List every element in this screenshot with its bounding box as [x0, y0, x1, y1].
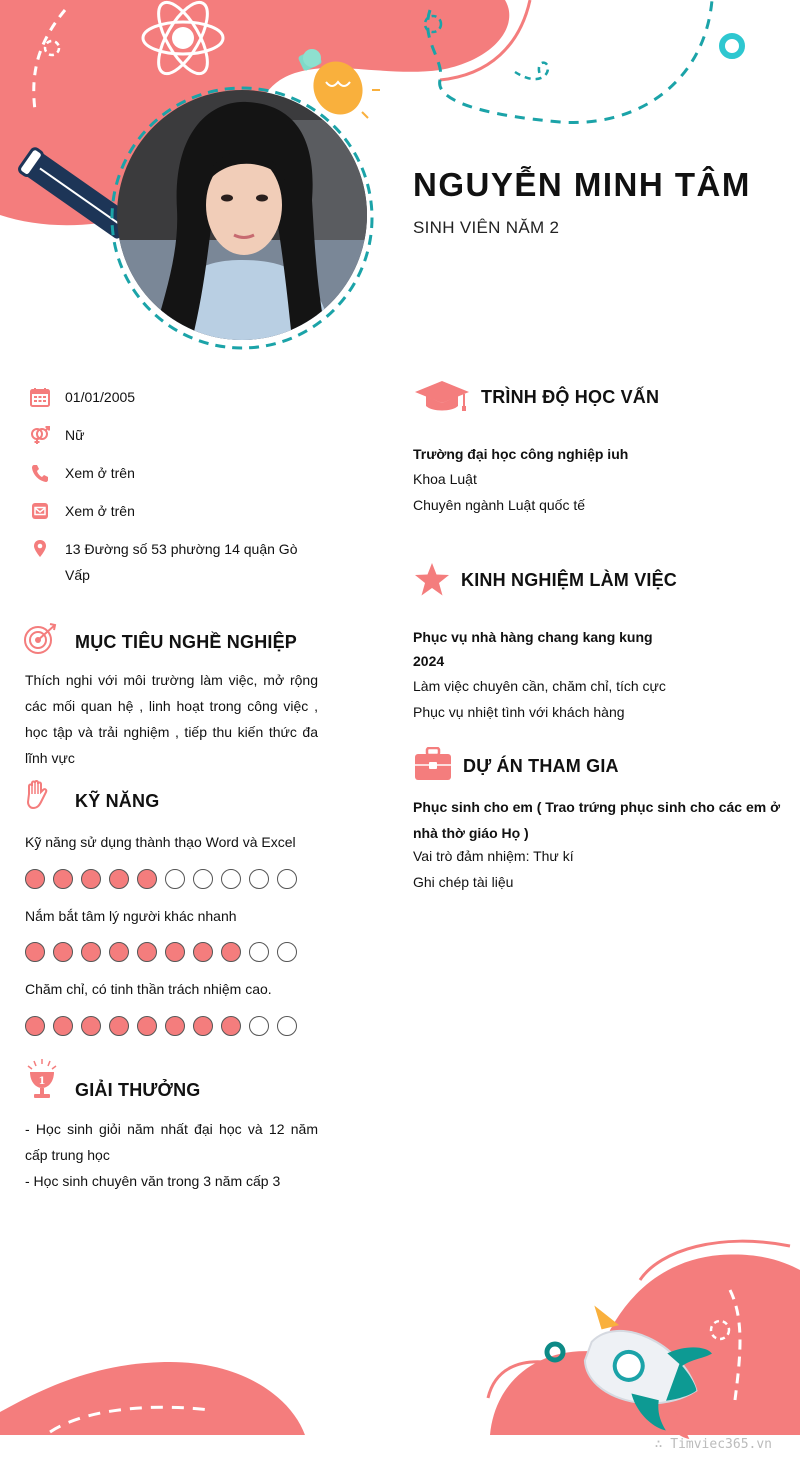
skill-dot-filled — [25, 1016, 45, 1036]
skill-rating — [25, 869, 297, 889]
experience-year: 2024 — [413, 653, 445, 669]
skill-dot-filled — [193, 1016, 213, 1036]
email-text: Xem ở trên — [65, 503, 135, 519]
skill-dot-filled — [109, 1016, 129, 1036]
briefcase-icon — [414, 747, 452, 781]
gender-icon — [30, 425, 50, 445]
svg-text:1: 1 — [38, 1076, 46, 1087]
skill-dot-filled — [25, 869, 45, 889]
skill-label: Kỹ năng sử dụng thành thạo Word và Excel — [25, 834, 296, 850]
skill-dot-filled — [81, 869, 101, 889]
skill-dot-filled — [109, 942, 129, 962]
address-text: 13 Đường số 53 phường 14 quận Gò Vấp — [65, 541, 298, 583]
award-item: - Học sinh giỏi năm nhất đại học và 12 năm cấp trung học — [25, 1121, 318, 1163]
skill-dot-filled — [221, 942, 241, 962]
skill-dot-filled — [221, 1016, 241, 1036]
skill-rating — [25, 942, 297, 962]
skill-dot-empty — [249, 1016, 269, 1036]
profile-photo — [117, 90, 367, 340]
skill-dot-empty — [221, 869, 241, 889]
skill-dot-filled — [137, 1016, 157, 1036]
project-role: Vai trò đảm nhiệm: Thư kí — [413, 848, 574, 864]
candidate-name: NGUYỄN MINH TÂM — [413, 166, 751, 203]
projects-title: DỰ ÁN THAM GIA — [463, 756, 619, 776]
watermark-text: Timviec365.vn — [670, 1437, 772, 1452]
skill-dot-filled — [53, 942, 73, 962]
skills-title: KỸ NĂNG — [75, 791, 160, 811]
skill-dot-filled — [53, 1016, 73, 1036]
skill-dot-empty — [249, 942, 269, 962]
calendar-icon — [30, 387, 50, 407]
skill-dot-filled — [137, 869, 157, 889]
skill-label: Chăm chỉ, có tinh thần trách nhiệm cao. — [25, 981, 272, 997]
hand-icon — [25, 780, 49, 812]
info-email — [30, 498, 305, 524]
gender-text: Nữ — [65, 427, 85, 443]
birthday-text: 01/01/2005 — [65, 389, 136, 405]
project-task: Ghi chép tài liệu — [413, 874, 514, 890]
education-title: TRÌNH ĐỘ HỌC VẤN — [481, 387, 660, 407]
experience-title: KINH NGHIỆM LÀM VIỆC — [461, 570, 678, 590]
phone-text: Xem ở trên — [65, 465, 135, 481]
bottom-left-blob — [0, 1362, 305, 1435]
experience-company: Phục vụ nhà hàng chang kang kung — [413, 629, 653, 645]
info-gender — [30, 422, 305, 448]
project-name: Phục sinh cho em ( Trao trứng phục sinh cho các em ở nhà thờ giáo Họ ) — [413, 799, 781, 841]
skill-rating — [25, 1016, 297, 1036]
watermark: ∴ Timviec365.vn — [654, 1437, 772, 1452]
info-address — [30, 536, 305, 588]
awards-title: GIẢI THƯỞNG — [75, 1080, 201, 1100]
location-pin-icon — [30, 539, 50, 559]
education-major: Chuyên ngành Luật quốc tế — [413, 497, 586, 513]
skill-dot-filled — [81, 1016, 101, 1036]
experience-detail: Làm việc chuyên cần, chăm chỉ, tích cực — [413, 678, 666, 694]
award-item: - Học sinh chuyên văn trong 3 năm cấp 3 — [25, 1173, 281, 1189]
skill-dot-empty — [249, 869, 269, 889]
skill-dot-filled — [25, 942, 45, 962]
objective-text: Thích nghi với môi trường làm việc, mở rộng các mối quan hệ , linh hoạt trong công việc , học tập và trải nghiệm , tiếp thu kiến thức đa lĩnh vực — [25, 672, 318, 766]
skill-dot-filled — [193, 942, 213, 962]
skill-dot-filled — [165, 1016, 185, 1036]
star-icon — [414, 562, 450, 598]
experience-detail: Phục vụ nhiệt tình với khách hàng — [413, 704, 625, 720]
skill-dot-filled — [53, 869, 73, 889]
education-faculty: Khoa Luật — [413, 471, 477, 487]
skill-dot-empty — [277, 869, 297, 889]
info-birthday — [30, 384, 305, 410]
email-icon — [30, 501, 50, 521]
skill-dot-empty — [277, 1016, 297, 1036]
graduation-cap-icon — [414, 378, 470, 414]
skill-dot-empty — [277, 942, 297, 962]
trophy-icon — [26, 1058, 58, 1102]
info-phone — [30, 460, 305, 486]
objective-title: MỤC TIÊU NGHỀ NGHIỆP — [75, 632, 298, 652]
skill-dot-filled — [81, 942, 101, 962]
skill-dot-filled — [165, 942, 185, 962]
skill-label: Nắm bắt tâm lý người khác nhanh — [25, 908, 237, 924]
skill-dot-empty — [165, 869, 185, 889]
teal-ring — [722, 36, 742, 56]
candidate-title: SINH VIÊN NĂM 2 — [413, 218, 560, 237]
skill-dot-filled — [137, 942, 157, 962]
phone-icon — [30, 463, 50, 483]
skill-dot-filled — [109, 869, 129, 889]
education-school: Trường đại học công nghiệp iuh — [413, 446, 629, 462]
target-icon — [23, 622, 59, 656]
skill-dot-empty — [193, 869, 213, 889]
